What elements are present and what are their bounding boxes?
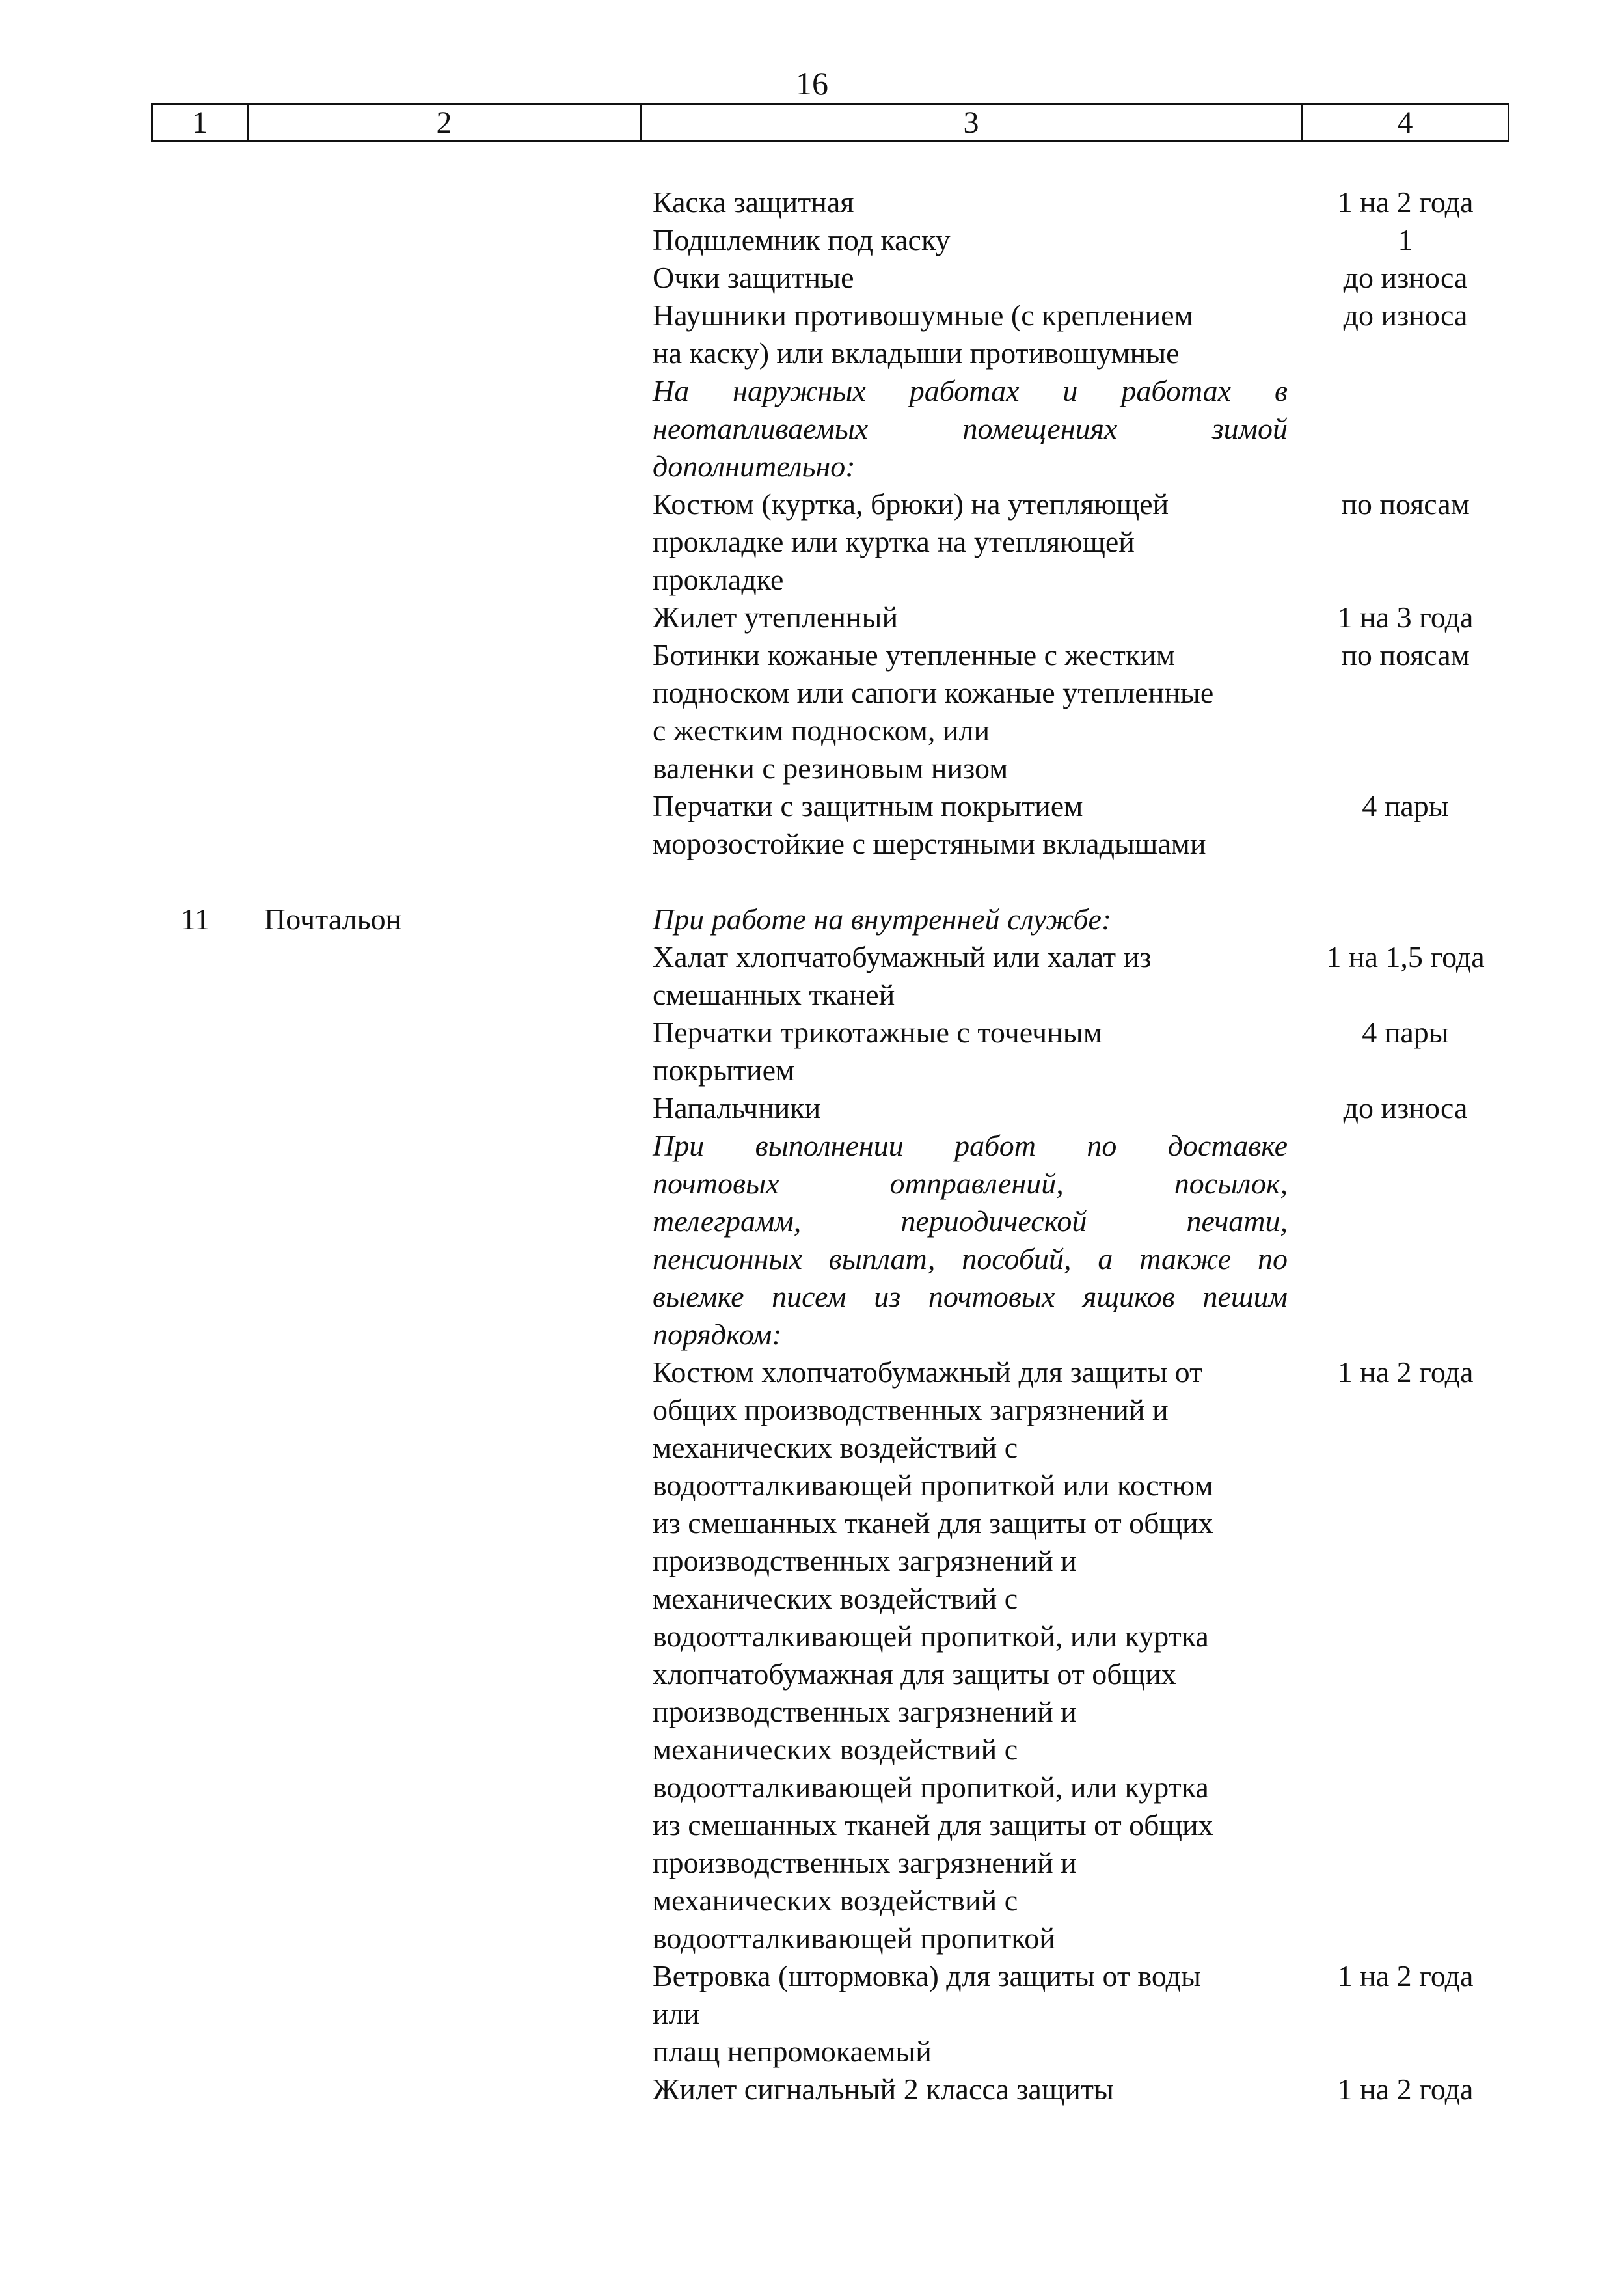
item-quantity: 4 пары: [1362, 1016, 1449, 1049]
header-col-1: 1: [153, 105, 249, 140]
item-description: Жилет утепленный: [653, 601, 899, 634]
item-quantity: 4 пары: [1362, 789, 1449, 822]
item-description: Ботинки кожаные утепленные с жестким подноском или сапоги кожаные утепленные с жестким подноском, или валенки с резиновым низом: [653, 638, 1214, 785]
item-description: Наушники противошумные (с креплением на каску) или вкладыши противошумные: [653, 299, 1193, 370]
item-description: При работе на внутренней службе:: [653, 903, 1112, 936]
item-description: Костюм (куртка, брюки) на утепляющей прокладке или куртка на утепляющей прокладке: [653, 487, 1169, 596]
item-quantity: 1 на 3 года: [1337, 601, 1474, 634]
item-description: При выполнении работ по доставке почтовых отправлений, посылок, телеграмм, периодической печати, пенсионных выплат, пособий, а также по выемке писем из почтовых ящиков пешим порядком:: [653, 1129, 1288, 1351]
item-quantity: 1 на 2 года: [1337, 185, 1474, 219]
item-description: На наружных работах и работах в неотапливаемых помещениях зимой дополнительно:: [653, 374, 1288, 483]
item-quantity: 1: [1398, 223, 1413, 256]
item-description: Очки защитные: [653, 261, 854, 294]
item-quantity: до износа: [1343, 1091, 1468, 1124]
item-description: Жилет сигнальный 2 класса защиты: [653, 2072, 1114, 2106]
item-description: Каска защитная: [653, 185, 854, 219]
item-quantity: до износа: [1343, 261, 1468, 294]
header-col-2: 2: [249, 105, 642, 140]
page-number: 16: [796, 65, 828, 102]
item-quantity: 1 на 2 года: [1337, 1959, 1474, 1992]
profession-name: Почтальон: [264, 903, 402, 936]
item-description: Подшлемник под каску: [653, 223, 951, 256]
item-description: Перчатки с защитным покрытием морозостойкие с шерстяными вкладышами: [653, 789, 1206, 860]
table-header: [151, 103, 1509, 142]
item-quantity: по поясам: [1341, 638, 1470, 672]
item-description: Халат хлопчатобумажный или халат из смешанных тканей: [653, 940, 1152, 1011]
header-col-4: 4: [1397, 105, 1413, 140]
row-number: 11: [181, 903, 210, 936]
item-description: Напальчники: [653, 1091, 821, 1124]
item-quantity: до износа: [1343, 299, 1468, 332]
item-description: Костюм хлопчатобумажный для защиты от общих производственных загрязнений и механических воздействий с водоотталкивающей пропиткой или костюм из смешанных тканей для защиты от общих производственных загрязнений и механических воздействий с водоотталкивающей пропиткой, или куртка хлопчатобумажная для защиты от общих производственных загрязнений и механических воздействий с водоотталкивающей пропиткой, или куртка из смешанных тканей для защиты от общих производственных загрязнений и механических воздействий с водоотталкивающей пропиткой: [653, 1355, 1213, 1955]
item-quantity: по поясам: [1341, 487, 1470, 521]
header-col-3: 3: [642, 105, 1303, 140]
item-quantity: 1 на 2 года: [1337, 2072, 1474, 2106]
item-quantity: 1 на 2 года: [1337, 1355, 1474, 1389]
item-description: Ветровка (штормовка) для защиты от воды или плащ непромокаемый: [653, 1959, 1201, 2068]
item-quantity: 1 на 1,5 года: [1326, 940, 1485, 973]
item-description: Перчатки трикотажные с точечным покрытием: [653, 1016, 1102, 1087]
